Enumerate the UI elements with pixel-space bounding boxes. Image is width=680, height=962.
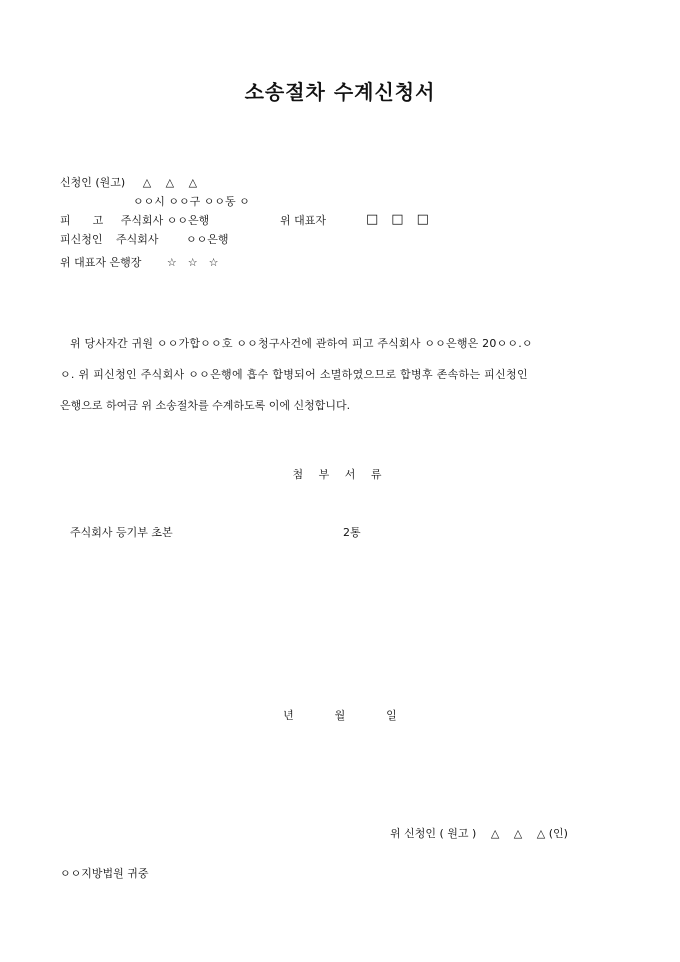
respondent-company: 주식회사 <box>116 233 159 246</box>
defendant-rep-name: □ □ □ <box>366 212 429 227</box>
defendant-label: 피 고 <box>60 214 104 227</box>
respondent-rep-label: 위 대표자 은행장 <box>60 256 142 269</box>
attachment-item-name: 주식회사 등기부 초본 <box>70 526 173 539</box>
attachment-item-count: 2통 <box>343 526 361 539</box>
signature-line: 위 신청인 ( 원고 ) △ △ △ (인) <box>390 827 568 840</box>
document-title: 소송절차 수계신청서 <box>244 80 436 104</box>
applicant-name: △ △ △ <box>142 176 198 189</box>
body-line-3: 은행으로 하여금 위 소송절차를 수계하도록 이에 신청합니다. <box>60 399 351 412</box>
body-line-2: ㅇ. 위 피신청인 주식회사 ㅇㅇ은행에 흡수 합병되어 소멸하였으므로 합병후 존속하는 피신청인 <box>60 368 528 381</box>
body-line-1: 위 당사자간 귀원 ㅇㅇ가합ㅇㅇ호 ㅇㅇ청구사건에 관하여 피고 주식회사 ㅇㅇ은행은 20ㅇㅇ.ㅇ <box>70 337 533 350</box>
attachments-heading: 첨 부 서 류 <box>292 468 388 481</box>
date-day: 일 <box>386 709 397 722</box>
respondent-row <box>60 233 229 247</box>
respondent-rep-row <box>60 256 218 270</box>
respondent-bank: ㅇㅇ은행 <box>186 233 229 246</box>
applicant-address: ㅇㅇ시 ㅇㅇ구 ㅇㅇ동 ㅇ <box>133 195 250 208</box>
court-name: ㅇㅇ지방법원 귀중 <box>60 867 149 880</box>
defendant-company: 주식회사 ㅇㅇ은행 <box>120 214 210 227</box>
applicant-row <box>60 176 197 190</box>
date-month: 월 <box>334 709 346 722</box>
respondent-rep-name: ☆ ☆ ☆ <box>166 256 219 269</box>
date-line <box>0 707 680 723</box>
date-year: 년 <box>283 709 294 722</box>
defendant-rep-label: 위 대표자 <box>280 214 327 227</box>
respondent-label: 피신청인 <box>60 233 103 246</box>
applicant-label: 신청인 (원고) <box>60 176 126 189</box>
defendant-row <box>60 214 209 228</box>
